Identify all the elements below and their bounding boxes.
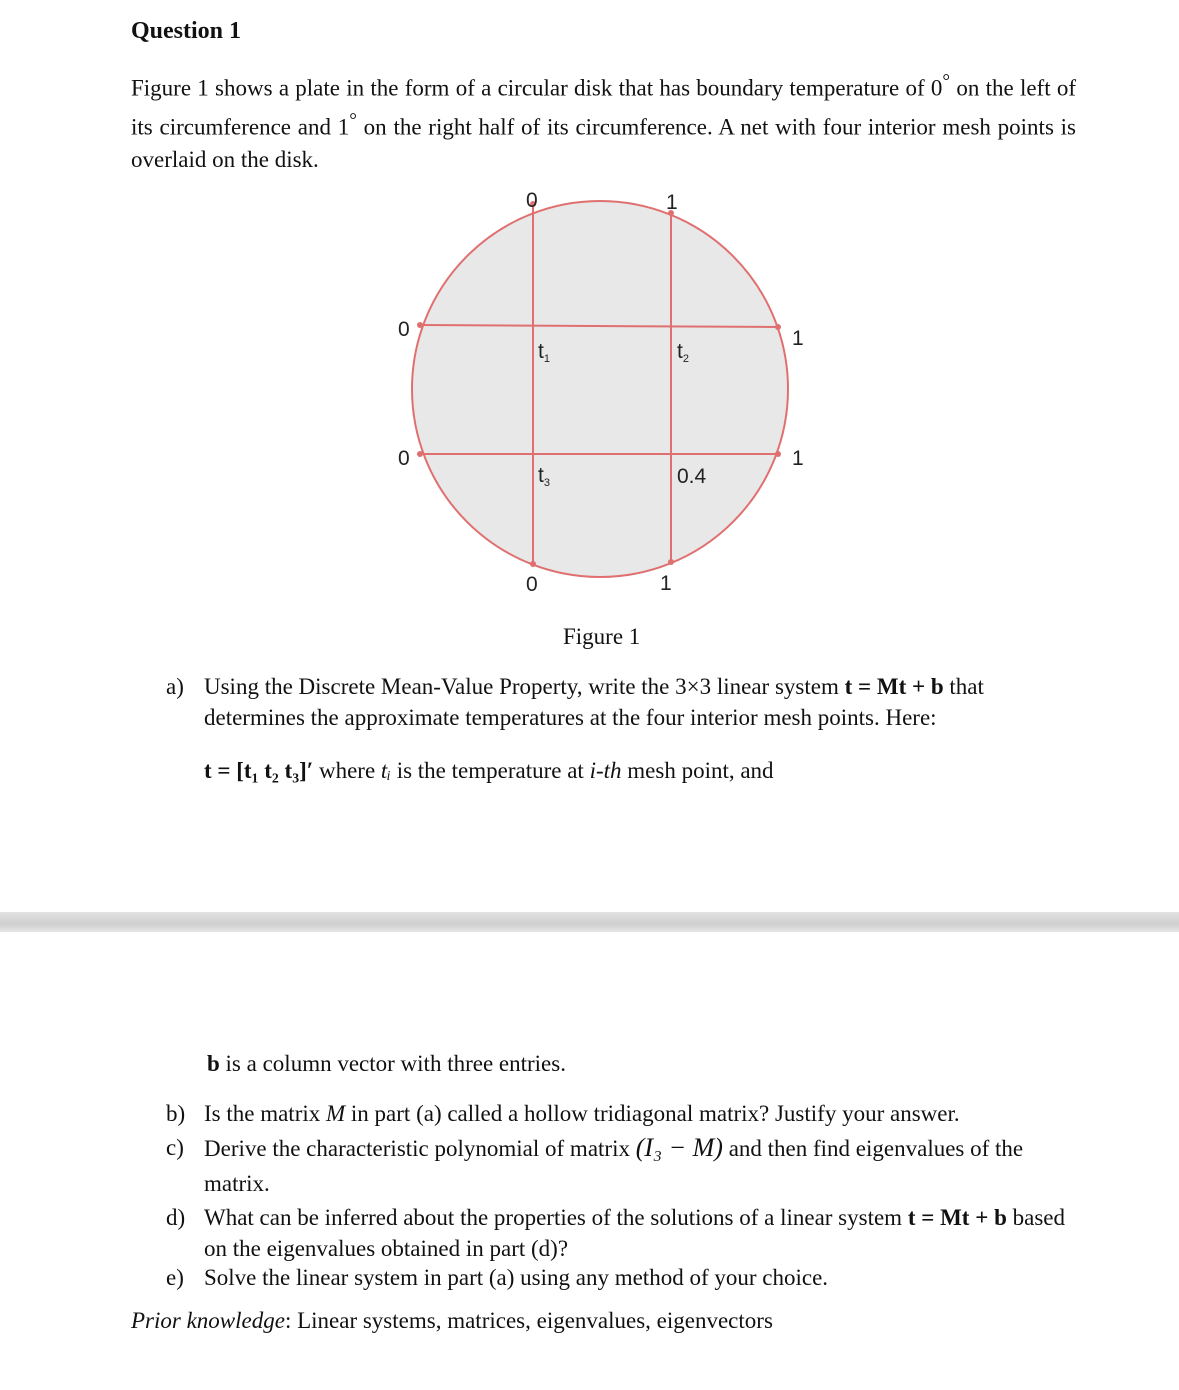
t-definition: [204, 758, 774, 784]
question-c-text: Derive the characteristic polynomial of matrix: [204, 1136, 636, 1161]
boundary-point: [417, 322, 423, 328]
question-d: [166, 1202, 1084, 1264]
figure-disk-mesh: [380, 180, 820, 600]
question-a: [166, 671, 1044, 733]
b-def-text: is a column vector with three entries.: [219, 1051, 566, 1076]
t-i-var: tᵢ: [380, 758, 391, 783]
question-d-text-2: based on the eigenvalues obtained in part (d)?: [204, 1205, 1065, 1261]
question-c-continued: matrix.: [204, 1171, 270, 1196]
question-b-text: Is the matrix: [204, 1101, 326, 1126]
label-bottom-left: 0: [526, 573, 538, 596]
prior-knowledge: [131, 1308, 773, 1334]
intro-text-2: on the left of its circumference and 1: [131, 75, 1077, 140]
boundary-point: [530, 561, 536, 567]
question-b-text-2: in part (a) called a hollow tridiagonal matrix? Justify your answer.: [345, 1101, 960, 1126]
question-b-label: b): [166, 1101, 186, 1126]
matrix-m: M: [326, 1101, 346, 1126]
question-a-text: Using the Discrete Mean-Value Property, write the 3×3 linear system: [204, 674, 845, 699]
ith-text: i-th: [589, 758, 622, 783]
question-a-label: a): [166, 674, 184, 699]
label-left-lower: 0: [398, 447, 410, 470]
question-c-label: c): [166, 1135, 184, 1160]
boundary-point: [417, 451, 423, 457]
label-top-right: 1: [666, 191, 678, 214]
intro-paragraph: [131, 66, 1076, 177]
question-d-label: d): [166, 1205, 186, 1230]
question-c: [166, 1132, 1084, 1164]
prior-knowledge-label: Prior knowledge: [131, 1308, 285, 1333]
label-bottom-right: 1: [660, 572, 672, 595]
disk-boundary: [412, 201, 788, 577]
prior-knowledge-text: : Linear systems, matrices, eigenvalues, eigenvectors: [284, 1308, 773, 1333]
boundary-point: [668, 559, 674, 565]
question-e: [166, 1262, 1084, 1293]
question-d-text: What can be inferred about the properties of the solutions of a linear system: [204, 1205, 908, 1230]
b-definition: [207, 1051, 566, 1077]
label-t2: t2: [677, 340, 689, 365]
label-right-upper: 1: [792, 327, 804, 350]
equation: t = Mt + b: [844, 674, 944, 699]
boundary-point: [775, 324, 781, 330]
figure-caption: Figure 1: [563, 624, 641, 649]
t-def-text: where: [313, 758, 381, 783]
t-def-text-2: is the temperature at: [390, 758, 590, 783]
page-separator: [0, 912, 1179, 932]
label-top-left: 0: [526, 189, 538, 212]
label-known-value: 0.4: [677, 465, 707, 488]
label-right-lower: 1: [792, 447, 804, 470]
label-left-upper: 0: [398, 318, 410, 341]
question-b: [166, 1098, 1084, 1129]
intro-text-1: Figure 1 shows a plate in the form of a circular disk that has boundary temperature of 0: [131, 75, 943, 101]
degree-mark: °: [942, 71, 951, 92]
degree-mark: °: [349, 110, 357, 132]
question-c-text-2: and then find eigenvalues of the: [722, 1136, 1024, 1161]
intro-text-3: on the right half of its circumference. A net with four interior mesh points is overlaid on the disk.: [131, 114, 1076, 173]
question-e-label: e): [166, 1265, 184, 1290]
t-vector: t = [t₁ t₂ t₃]′: [204, 758, 314, 783]
label-t3: t3: [538, 464, 550, 489]
label-t1: t1: [538, 340, 550, 365]
t-def-text-3: mesh point, and: [621, 758, 774, 783]
question-e-text: Solve the linear system in part (a) using any method of your choice.: [204, 1265, 829, 1290]
question-title: Question 1: [131, 18, 242, 44]
matrix-expression: (I₃ − M): [635, 1133, 723, 1162]
boundary-point: [775, 451, 781, 457]
equation: t = Mt + b: [907, 1205, 1007, 1230]
b-vector: b: [207, 1051, 220, 1076]
question-a-text-2: that determines the approximate temperatures at the four interior mesh points. Here:: [204, 674, 984, 730]
